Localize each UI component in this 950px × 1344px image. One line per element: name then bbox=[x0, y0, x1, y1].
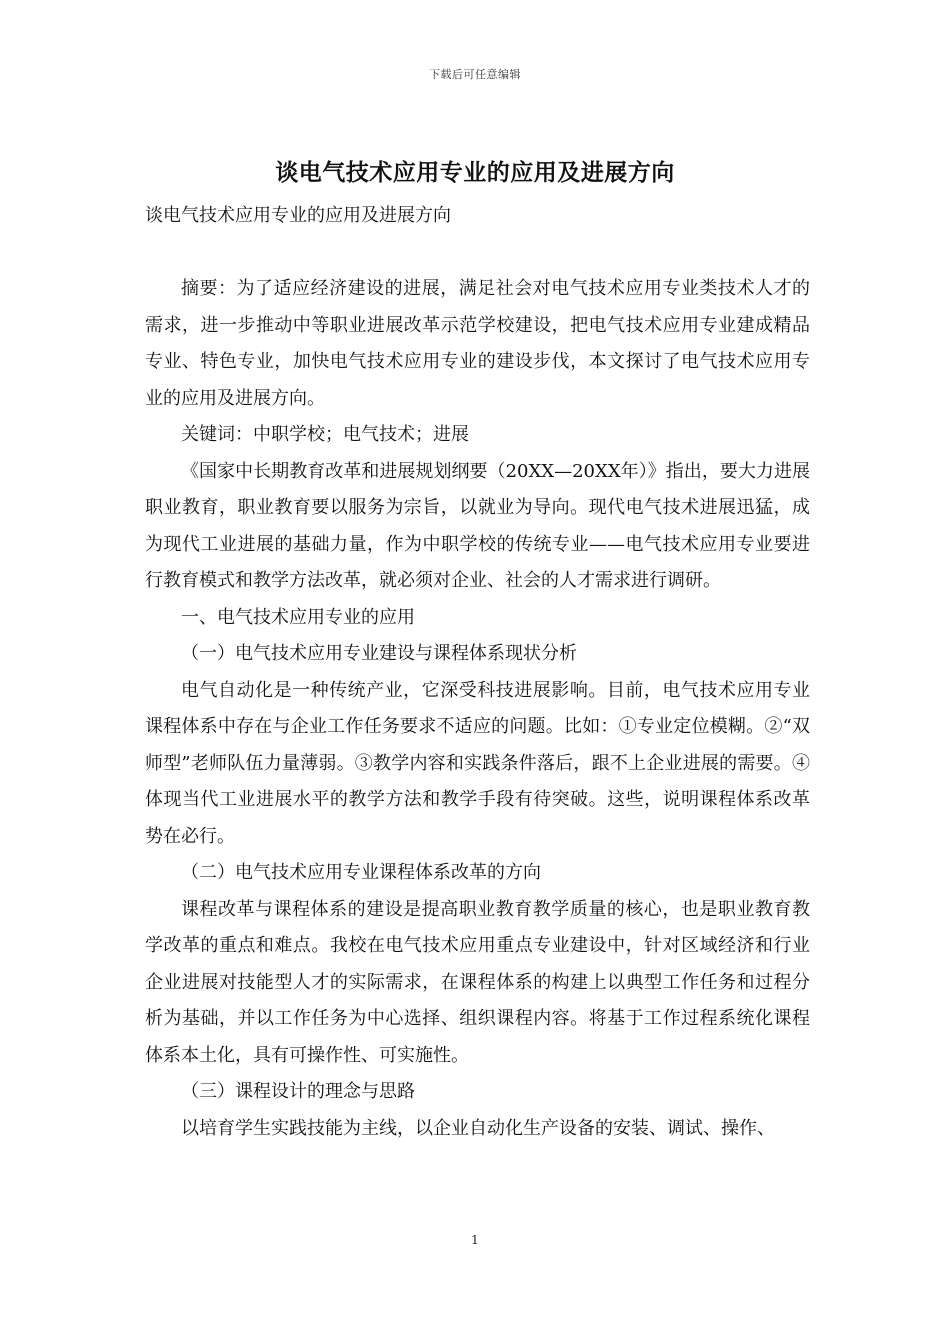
keywords-paragraph: 关键词：中职学校；电气技术；进展 bbox=[181, 424, 469, 445]
body-paragraph: 电气自动化是一种传统产业，它深受科技进展影响。目前，电气技术应用专业课程体系中存在与企业工作任务要求不适应的问题。比如：①专业定位模糊。②“双师型”老师队伍力量薄弱。③教学内容和实践条件落后，跟不上企业进展的需要。④体现当代工业进展水平的教学方法和教学手段有待突破。这些，说明课程体系改革势在必行。 bbox=[145, 679, 810, 847]
header-note: 下载后可任意编辑 bbox=[429, 68, 521, 81]
page-number: 1 bbox=[471, 1233, 479, 1247]
body-paragraph: 课程改革与课程体系的建设是提高职业教育教学质量的核心，也是职业教育教学改革的重点和难点。我校在电气技术应用重点专业建设中，针对区域经济和行业企业进展对技能型人才的实际需求，在课程体系的构建上以典型工作任务和过程分析为基础，并以工作任务为中心选择、组织课程内容。将基于工作过程系统化课程体系本土化，具有可操作性、可实施性。 bbox=[145, 898, 810, 1066]
subsection-heading: （二）电气技术应用专业课程体系改革的方向 bbox=[181, 862, 541, 883]
abstract-paragraph: 摘要：为了适应经济建设的进展，满足社会对电气技术应用专业类技术人才的需求，进一步推动中等职业进展改革示范学校建设，把电气技术应用专业建成精品专业、特色专业，加快电气技术应用专业的建设步伐，本文探讨了电气技术应用专业的应用及进展方向。 bbox=[145, 278, 810, 409]
subsection-heading: （三）课程设计的理念与思路 bbox=[181, 1081, 415, 1102]
body-paragraph: 以培育学生实践技能为主线，以企业自动化生产设备的安装、调试、操作、 bbox=[181, 1117, 775, 1139]
document-subtitle: 谈电气技术应用专业的应用及进展方向 bbox=[145, 205, 451, 226]
document-body bbox=[145, 198, 810, 1147]
body-paragraph: 《国家中长期教育改革和进展规划纲要（20XX—20XX年）》指出，要大力进展职业教育，职业教育要以服务为宗旨，以就业为导向。现代电气技术进展迅猛，成为现代工业进展的基础力量，作为中职学校的传统专业——电气技术应用专业要进行教育模式和教学方法改革，就必须对企业、社会的人才需求进行调研。 bbox=[145, 460, 810, 591]
document-title: 谈电气技术应用专业的应用及进展方向 bbox=[275, 159, 675, 186]
subsection-heading: （一）电气技术应用专业建设与课程体系现状分析 bbox=[181, 643, 577, 664]
section-heading: 一、电气技术应用专业的应用 bbox=[181, 606, 415, 628]
